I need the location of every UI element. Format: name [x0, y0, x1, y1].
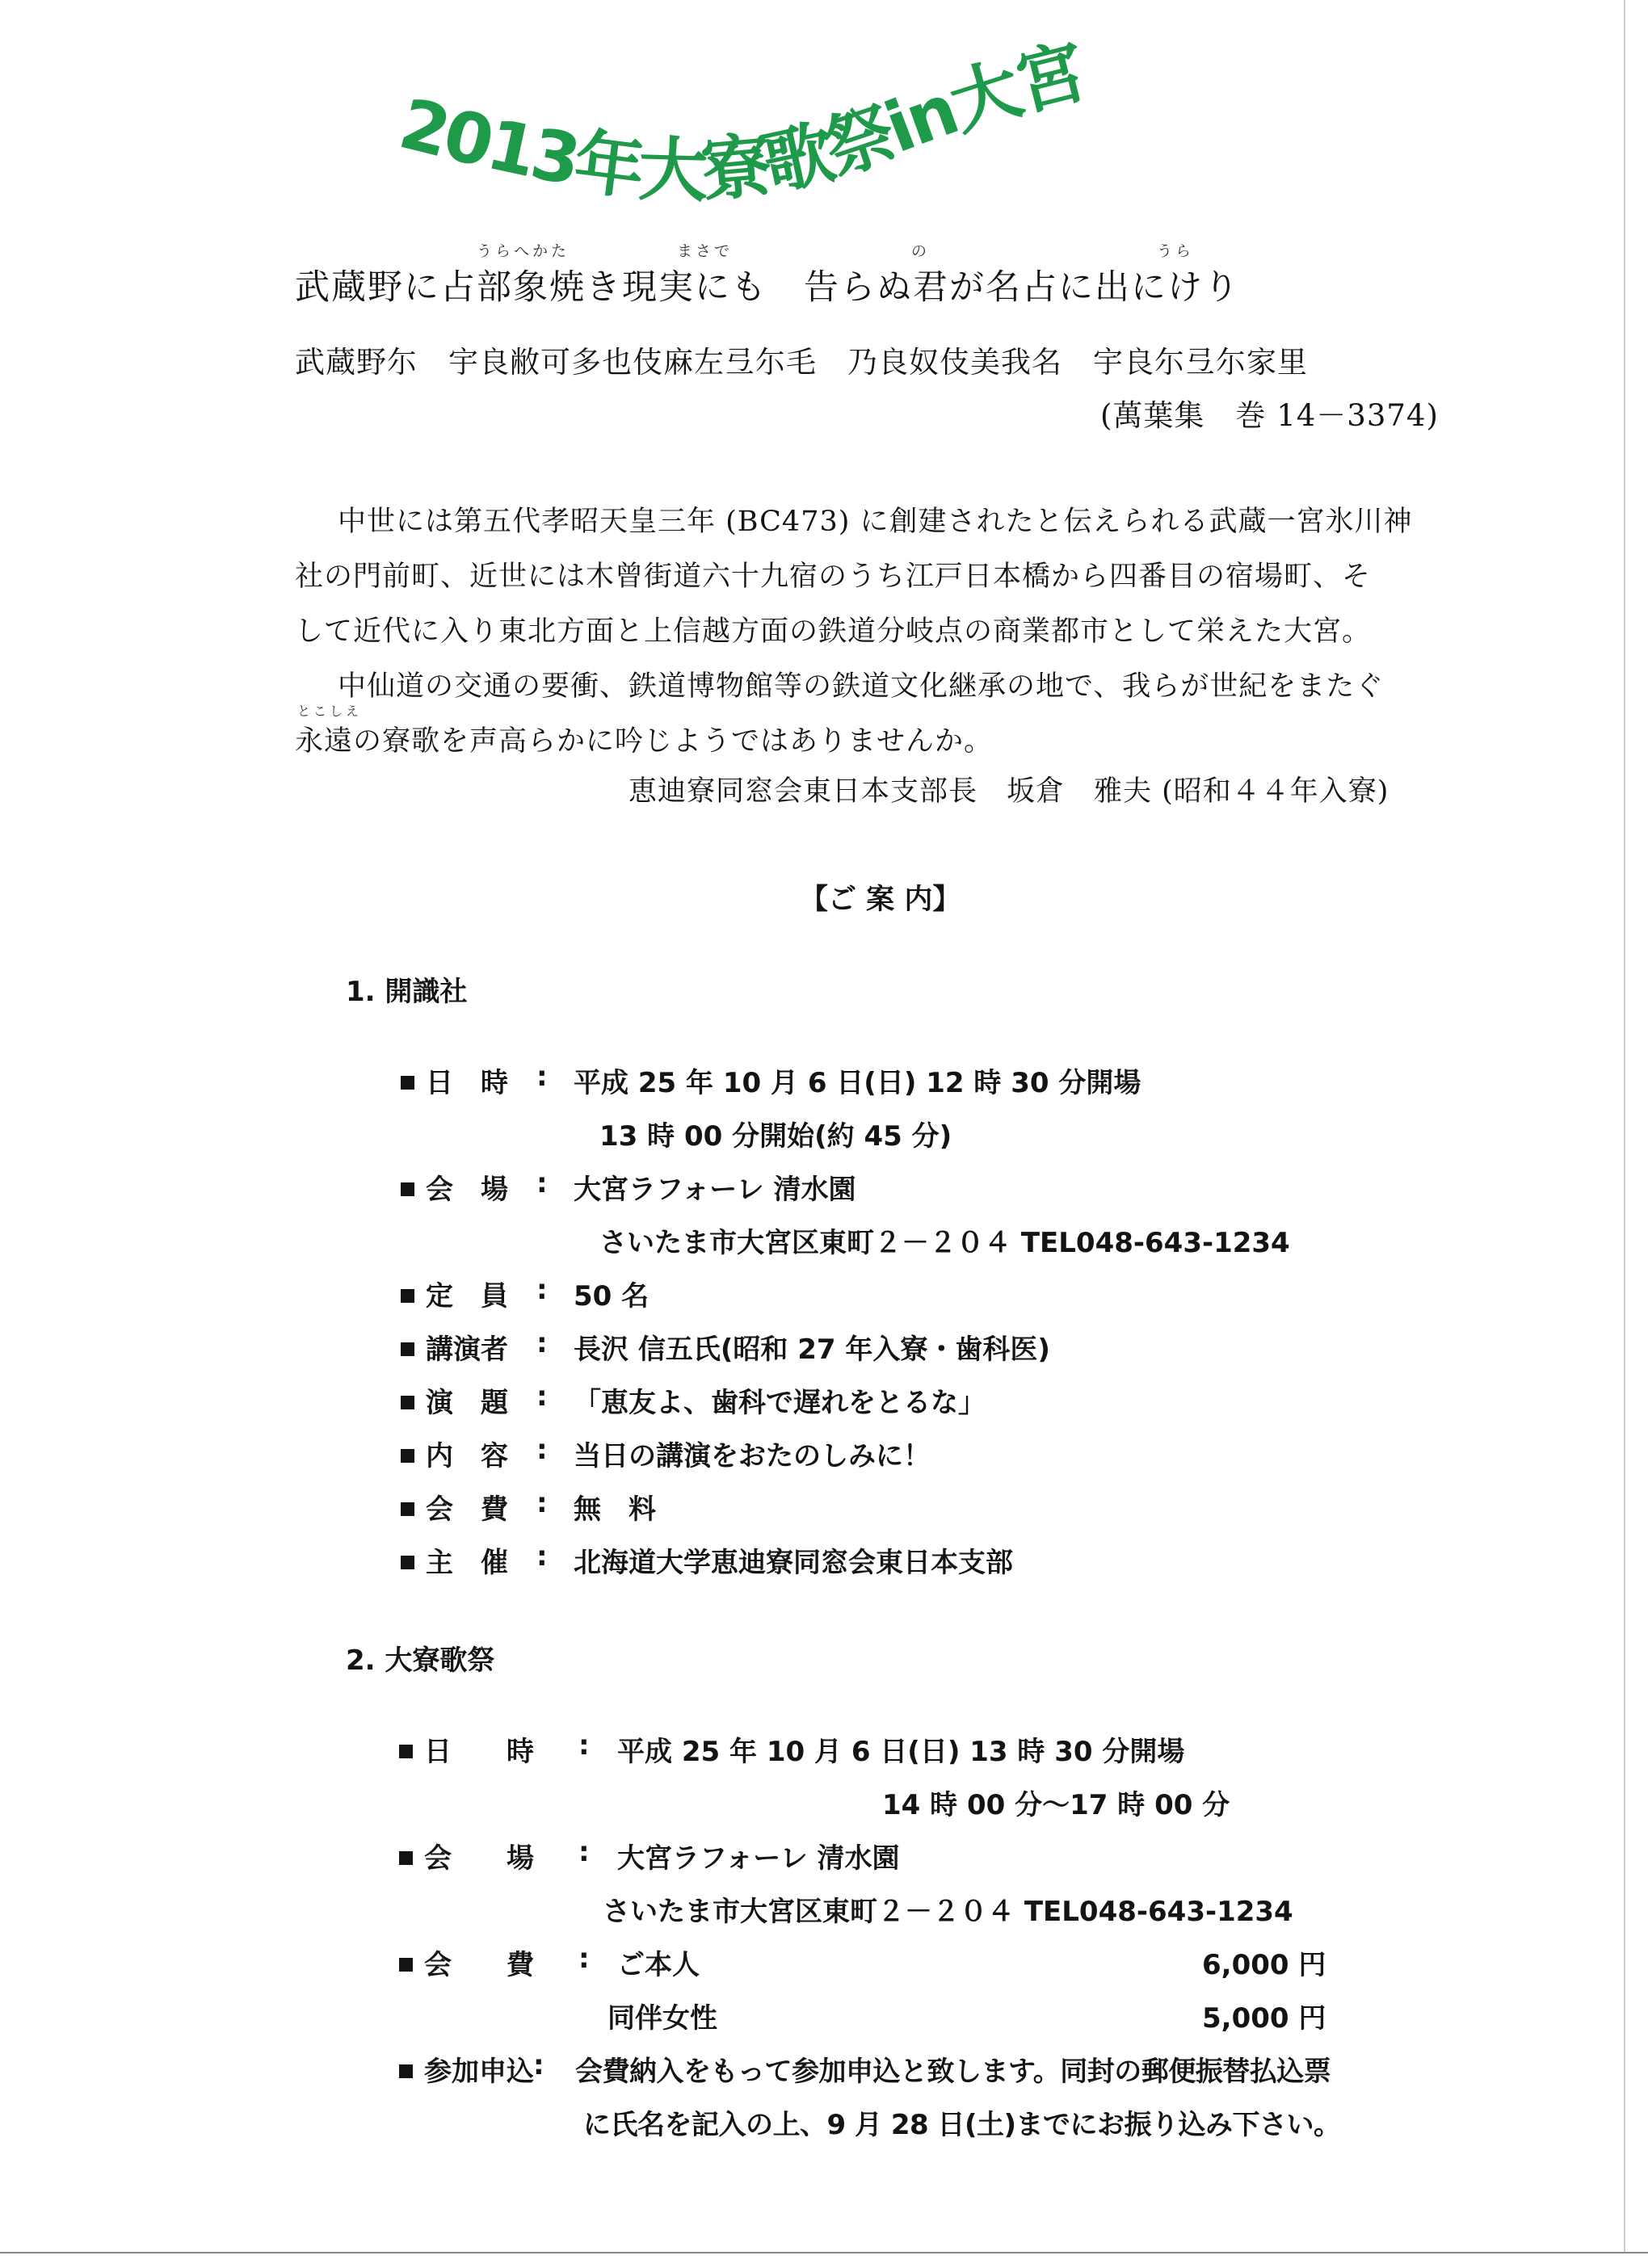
row-label: 会 費	[424, 1949, 534, 1981]
row-label: 参加申込	[424, 2056, 534, 2088]
section1-row-venue	[401, 1167, 508, 1207]
bullet-icon	[401, 1289, 414, 1303]
poem-source: (萬葉集 巻 14－3374)	[1100, 398, 1439, 433]
row-label: 会 場	[424, 1842, 534, 1875]
row-value: 北海道大学恵迪寮同窓会東日本支部	[574, 1547, 1013, 1579]
row-value: 会費納入をもって参加申込と致します。同封の郵便振替払込票	[575, 2056, 1331, 2088]
row-value: 「恵友よ、歯科で遅れをとるな」	[574, 1387, 986, 1419]
bullet-icon	[399, 1958, 413, 1972]
row-value: 大宮ラフォーレ 清水園	[574, 1174, 856, 1206]
section2-row-venue	[399, 1836, 534, 1875]
row-sep: :	[578, 1942, 590, 1975]
guide-heading: 【ご 案 内】	[800, 884, 961, 916]
row-value: 無 料	[574, 1493, 656, 1526]
bullet-icon	[401, 1342, 414, 1356]
section1-row-fee	[401, 1487, 508, 1527]
row-value: 大宮ラフォーレ 清水園	[617, 1842, 900, 1875]
bullet-icon	[401, 1556, 414, 1569]
section2-row-datetime	[399, 1729, 534, 1769]
row-sep: :	[578, 1729, 590, 1762]
row-value: 長沢 信五氏(昭和 27 年入寮・歯科医)	[574, 1334, 1050, 1366]
row-label: 定 員	[426, 1280, 508, 1312]
banner-textpath: 2013年大寮歌祭in大宮	[392, 32, 1092, 212]
section1-row-datetime	[401, 1060, 508, 1100]
intro-line-4: 中仙道の交通の要衝、鉄道博物館等の鉄道文化継承の地で、我らが世紀をまたぐ	[338, 670, 1385, 703]
row-sep: :	[536, 1327, 548, 1359]
row-value: 平成 25 年 10 月 6 日(日) 13 時 30 分開場	[617, 1736, 1185, 1768]
row-sep: :	[578, 1836, 590, 1868]
banner-svg	[380, 32, 1373, 226]
row-sep: :	[536, 1060, 548, 1093]
fee-amount: 6,000 円	[1202, 1949, 1326, 1981]
intro-line-3: して近代に入り東北方面と上信越方面の鉄道分岐点の商業都市として栄えた大宮。	[295, 615, 1372, 648]
section1-title: 1. 開識社	[346, 976, 468, 1008]
section1-row-organizer	[401, 1540, 508, 1580]
intro-signature: 恵迪寮同窓会東日本支部長 坂倉 雅夫 (昭和４４年入寮)	[629, 775, 1389, 808]
poem-line: 武蔵野に占部象焼き現実にも 告らぬ君が名占に出にけり	[295, 267, 1240, 308]
intro-ruby-eien: とこしえ	[297, 704, 363, 719]
row-label: 主 催	[426, 1547, 508, 1579]
intro-line-1: 中世には第五代孝昭天皇三年 (BC473) に創建されたと伝えられる武蔵一宮氷川神	[338, 506, 1413, 538]
fee-amount: 5,000 円	[1202, 2002, 1326, 2035]
row-label: 内 容	[426, 1440, 508, 1472]
row-value: 同伴女性	[607, 2002, 717, 2035]
poem-ruby-ura: うら	[1157, 242, 1195, 260]
scan-edge-right	[1624, 0, 1625, 2252]
row-label: 会 費	[426, 1493, 508, 1526]
row-sep: :	[536, 1380, 548, 1413]
poem-manyogana: 武蔵野尓 宇良敝可多也伎麻左弖尓毛 乃良奴伎美我名 宇良尓弖尓家里	[295, 345, 1308, 380]
intro-line-2: 社の門前町、近世には木曾街道六十九宿のうち江戸日本橋から四番目の宿場町、そ	[295, 561, 1372, 593]
row-label: 日 時	[424, 1736, 534, 1768]
row-value: さいたま市大宮区東町２－２０４ TEL048-643-1234	[599, 1227, 1290, 1259]
section1-row-capacity	[401, 1274, 508, 1313]
row-label: 講演者	[426, 1334, 508, 1366]
row-value: 14 時 00 分～17 時 00 分	[882, 1789, 1230, 1821]
bullet-icon	[401, 1396, 414, 1409]
banner-text	[392, 32, 1094, 212]
row-sep: :	[533, 2049, 544, 2081]
banner-title	[380, 32, 1373, 226]
row-label: 日 時	[426, 1067, 508, 1099]
scan-edge-bottom	[0, 2252, 1648, 2253]
row-label: 会 場	[426, 1174, 508, 1206]
bullet-icon	[399, 1745, 413, 1758]
bullet-icon	[401, 1502, 414, 1516]
poem-ruby-uraheka: うらへかた	[477, 242, 570, 260]
section1-row-content	[401, 1434, 508, 1473]
section2-title: 2. 大寮歌祭	[346, 1644, 495, 1677]
row-sep: :	[536, 1540, 548, 1573]
section1-row-topic	[401, 1380, 508, 1420]
bullet-icon	[401, 1182, 414, 1196]
bullet-icon	[399, 1851, 413, 1865]
bullet-icon	[399, 2064, 413, 2078]
row-sep: :	[536, 1274, 548, 1306]
bullet-icon	[401, 1076, 414, 1090]
intro-line-5: 永遠の寮歌を声高らかに吟じようではありませんか。	[295, 725, 994, 758]
bullet-icon	[401, 1449, 414, 1463]
row-sep: :	[536, 1434, 548, 1466]
row-sep: :	[536, 1487, 548, 1519]
poem-ruby-no: の	[911, 242, 931, 260]
row-value: ご本人	[617, 1949, 700, 1981]
row-value: 50 名	[574, 1280, 650, 1312]
row-value: 13 時 00 分開始(約 45 分)	[599, 1120, 952, 1153]
row-value: 平成 25 年 10 月 6 日(日) 12 時 30 分開場	[574, 1067, 1141, 1099]
poem-ruby-masade: まさで	[677, 242, 734, 260]
section1-row-speaker	[401, 1327, 508, 1367]
section2-row-fee	[399, 1942, 534, 1982]
row-sep: :	[536, 1167, 548, 1199]
row-value: さいたま市大宮区東町２－２０４ TEL048-643-1234	[603, 1896, 1293, 1928]
row-value: に氏名を記入の上、9 月 28 日(土)までにお振り込み下さい。	[583, 2109, 1341, 2141]
section2-row-application	[399, 2049, 534, 2089]
row-value: 当日の講演をおたのしみに！	[574, 1440, 931, 1472]
row-label: 演 題	[426, 1387, 508, 1419]
